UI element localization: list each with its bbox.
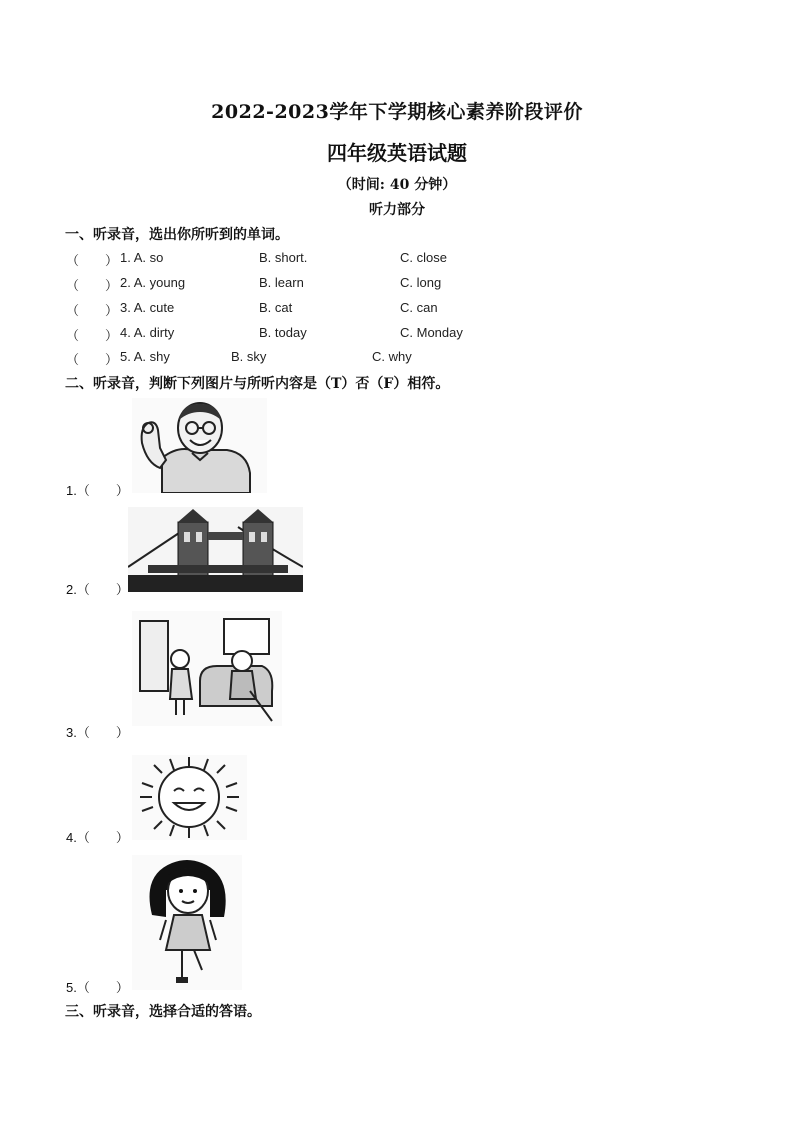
option-c: C. long <box>400 275 442 290</box>
man-ok-gesture-icon <box>132 398 267 493</box>
picture-3-answer[interactable]: 3.（ ） <box>66 725 129 740</box>
section-2-heading: 二、听录音，判断下列图片与所听内容是（T）否（F）相符。 <box>65 376 450 392</box>
answer-paren[interactable]: （ ） <box>66 253 119 268</box>
option-a: 1. A. so <box>120 250 164 265</box>
option-b: B. learn <box>259 275 304 290</box>
smiling-sun-icon <box>132 755 247 840</box>
answer-paren[interactable]: （ ） <box>66 303 119 318</box>
picture-1-answer[interactable]: 1.（ ） <box>66 483 129 498</box>
answer-paren[interactable]: （ ） <box>66 328 119 343</box>
option-c: C. close <box>400 250 447 265</box>
option-b: B. sky <box>231 349 267 364</box>
option-a: 3. A. cute <box>120 300 175 315</box>
option-b: B. short. <box>259 250 308 265</box>
option-a: 4. A. dirty <box>120 325 175 340</box>
section-3-heading: 三、听录音，选择合适的答语。 <box>65 1004 261 1020</box>
answer-paren[interactable]: （ ） <box>66 352 119 367</box>
picture-5-answer[interactable]: 5.（ ） <box>66 980 129 995</box>
exam-subtitle: 四年级英语试题 <box>327 141 467 165</box>
picture-2-answer[interactable]: 2.（ ） <box>66 582 129 597</box>
children-cleaning-icon <box>132 611 282 726</box>
option-a: 5. A. shy <box>120 349 170 364</box>
tower-bridge-icon <box>128 507 303 592</box>
time-note: （时间: 40 分钟） <box>337 177 457 193</box>
part-label: 听力部分 <box>369 202 425 218</box>
option-c: C. can <box>400 300 438 315</box>
option-c: C. Monday <box>400 325 463 340</box>
option-b: B. cat <box>259 300 293 315</box>
answer-paren[interactable]: （ ） <box>66 278 119 293</box>
option-b: B. today <box>259 325 307 340</box>
picture-4-answer[interactable]: 4.（ ） <box>66 830 129 845</box>
exam-title: 2022-2023学年下学期核心素养阶段评价 <box>211 101 583 123</box>
option-c: C. why <box>372 349 412 364</box>
section-1-heading: 一、听录音，选出你所听到的单词。 <box>65 227 289 243</box>
girl-dress-icon <box>132 855 242 990</box>
option-a: 2. A. young <box>120 275 186 290</box>
